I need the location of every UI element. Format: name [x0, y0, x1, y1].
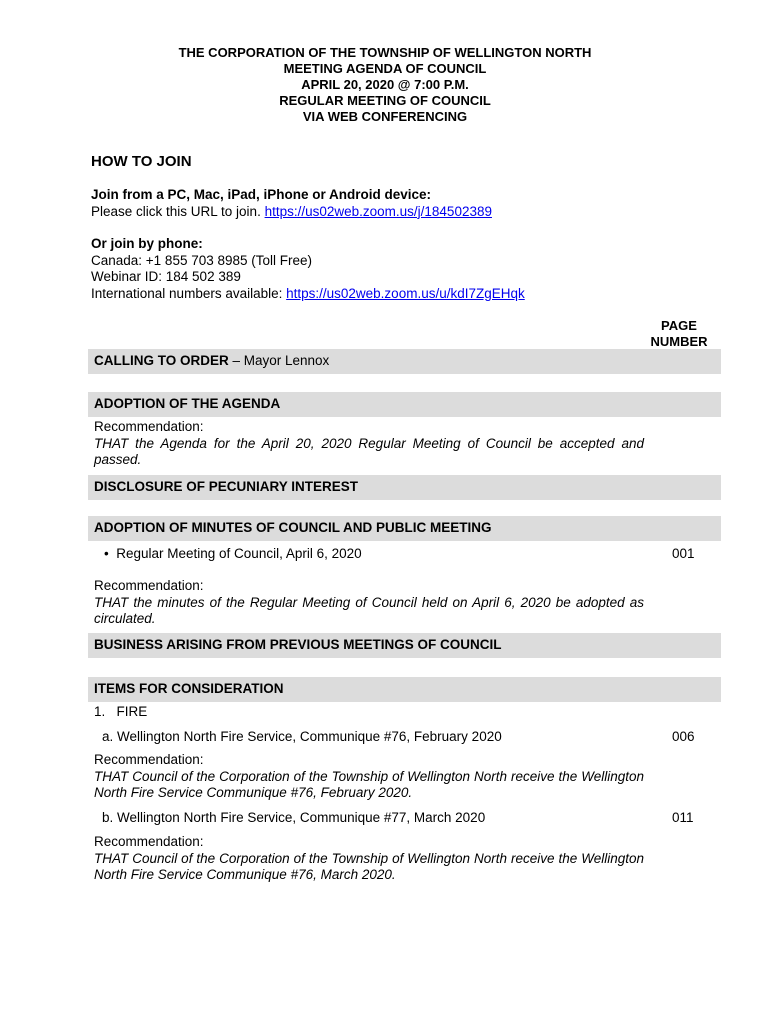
section-adoption-minutes: [88, 516, 721, 541]
phone-join-block: [91, 236, 525, 302]
header-line-4: REGULAR MEETING OF COUNCIL: [279, 93, 491, 108]
section-calling-to-order: [88, 349, 721, 374]
minutes-bullet-text: Regular Meeting of Council, April 6, 2020: [116, 546, 362, 561]
webinar-id: Webinar ID: 184 502 389: [91, 269, 241, 284]
item-a-label: a.: [102, 729, 114, 744]
header-line-2: MEETING AGENDA OF COUNCIL: [283, 61, 487, 76]
recommendation-text: THAT the minutes of the Regular Meeting of Council held on April 6, 2020 be adopted as circulated.: [94, 594, 644, 626]
items-subheading: [94, 704, 644, 721]
minutes-title: ADOPTION OF MINUTES OF COUNCIL AND PUBLIC MEETING: [94, 520, 492, 535]
recommendation-text: THAT Council of the Corporation of the Township of Wellington North receive the Wellington North Fire Service Communique #76, February 2020.: [94, 768, 644, 800]
sub-title: FIRE: [116, 704, 148, 719]
calling-to-order-title: CALLING TO ORDER: [94, 353, 229, 368]
adoption-agenda-recommendation: [94, 419, 644, 469]
intl-numbers-link[interactable]: https://us02web.zoom.us/u/kdI7ZgEHqk: [286, 285, 525, 301]
minutes-bullet-item: [104, 546, 654, 563]
item-b-page-number: 011: [672, 810, 694, 825]
recommendation-text: THAT Council of the Corporation of the Township of Wellington North receive the Wellington North Fire Service Communique #76, March 2020.: [94, 850, 644, 882]
device-join-line: [91, 204, 492, 221]
page-number-line-2: NUMBER: [650, 334, 708, 349]
minutes-recommendation: [94, 578, 644, 628]
business-arising-title: BUSINESS ARISING FROM PREVIOUS MEETINGS OF COUNCIL: [94, 637, 502, 652]
sub-number: 1.: [94, 704, 106, 719]
header-line-3: APRIL 20, 2020 @ 7:00 P.M.: [301, 77, 469, 92]
document-header: [0, 45, 770, 125]
section-pecuniary-interest: [88, 475, 721, 500]
device-join-heading: Join from a PC, Mac, iPad, iPhone or Android device:: [91, 187, 432, 202]
section-items-for-consideration: [88, 677, 721, 702]
intl-numbers-text: International numbers available:: [91, 285, 287, 301]
item-a-recommendation: [94, 752, 644, 802]
calling-to-order-suffix: – Mayor Lennox: [228, 353, 330, 368]
items-title: ITEMS FOR CONSIDERATION: [94, 681, 284, 696]
recommendation-label: Recommendation:: [94, 578, 204, 593]
recommendation-text: THAT the Agenda for the April 20, 2020 Regular Meeting of Council be accepted and passed.: [94, 435, 644, 467]
recommendation-label: Recommendation:: [94, 834, 204, 849]
item-b-text: Wellington North Fire Service, Communique #77, March 2020: [117, 810, 486, 825]
zoom-join-link[interactable]: https://us02web.zoom.us/j/184502389: [264, 203, 492, 219]
recommendation-label: Recommendation:: [94, 752, 204, 767]
item-a-text: Wellington North Fire Service, Communique #76, February 2020: [117, 729, 502, 744]
pecuniary-title: DISCLOSURE OF PECUNIARY INTEREST: [94, 479, 359, 494]
intl-numbers-line: [91, 286, 525, 303]
minutes-page-number: 001: [672, 546, 695, 561]
device-join-text: Please click this URL to join.: [91, 203, 265, 219]
page-number-line-1: PAGE: [661, 318, 697, 333]
phone-join-heading: Or join by phone:: [91, 236, 203, 251]
item-b-label: b.: [102, 810, 114, 825]
section-adoption-agenda: [88, 392, 721, 417]
bullet-icon: •: [104, 546, 117, 561]
item-b-recommendation: [94, 834, 644, 884]
recommendation-label: Recommendation:: [94, 419, 204, 434]
how-to-join-heading: HOW TO JOIN: [91, 153, 192, 170]
item-a-page-number: 006: [672, 729, 695, 744]
header-line-1: THE CORPORATION OF THE TOWNSHIP OF WELLINGTON NORTH: [178, 45, 592, 60]
device-join-block: [91, 187, 492, 220]
adoption-agenda-title: ADOPTION OF THE AGENDA: [94, 396, 281, 411]
item-b: [102, 810, 652, 827]
page-number-column-header: [640, 318, 718, 350]
section-business-arising: [88, 633, 721, 658]
phone-canada: Canada: +1 855 703 8985 (Toll Free): [91, 252, 313, 268]
item-a: [102, 729, 652, 746]
header-line-5: VIA WEB CONFERENCING: [302, 109, 468, 124]
